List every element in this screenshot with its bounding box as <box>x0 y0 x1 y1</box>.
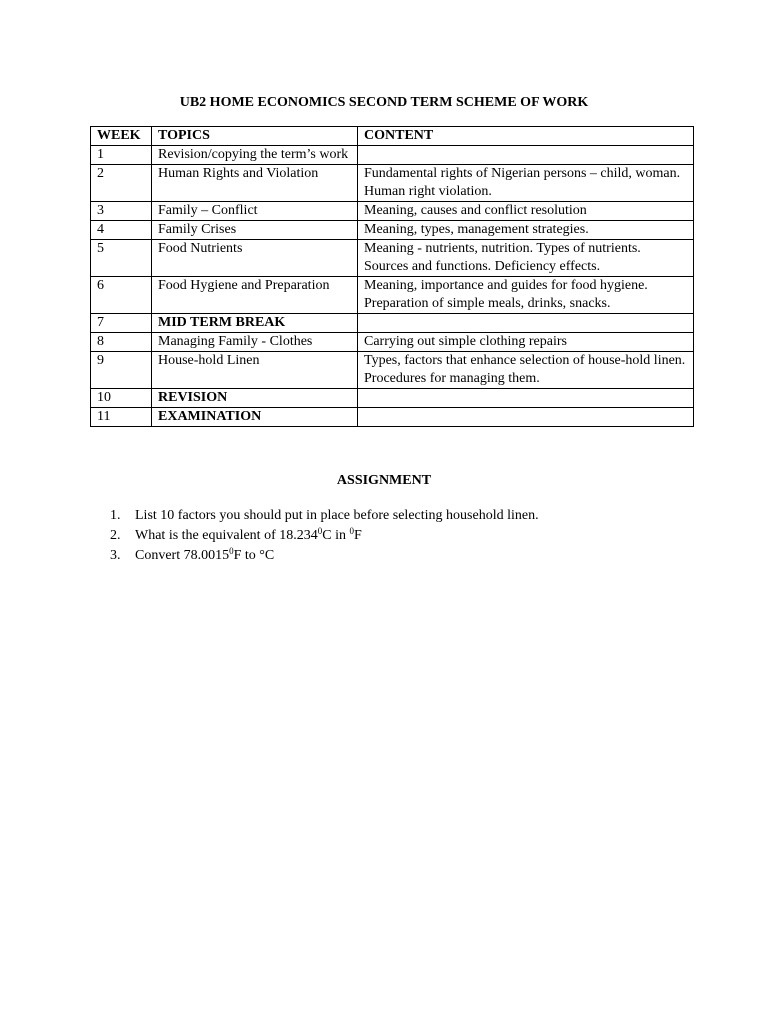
topic-cell: MID TERM BREAK <box>152 314 358 333</box>
content-cell <box>358 314 694 333</box>
content-cell: Types, factors that enhance selection of house-hold linen. Procedures for managing them. <box>358 352 694 389</box>
table-row <box>91 389 694 408</box>
assignment-item <box>110 526 710 546</box>
topic-cell: Family – Conflict <box>152 202 358 221</box>
week-cell: 9 <box>91 352 152 389</box>
topic-cell: EXAMINATION <box>152 408 358 427</box>
content-cell <box>358 146 694 165</box>
table-row <box>91 277 694 314</box>
content-cell <box>358 389 694 408</box>
table-header-row <box>91 127 694 146</box>
header-week: WEEK <box>91 127 152 146</box>
assignment-item <box>110 546 710 566</box>
topic-cell: Food Hygiene and Preparation <box>152 277 358 314</box>
content-cell: Meaning, causes and conflict resolution <box>358 202 694 221</box>
content-cell: Meaning, types, management strategies. <box>358 221 694 240</box>
topic-cell: Managing Family - Clothes <box>152 333 358 352</box>
topic-cell: Human Rights and Violation <box>152 165 358 202</box>
topic-cell: REVISION <box>152 389 358 408</box>
table-row <box>91 165 694 202</box>
week-cell: 11 <box>91 408 152 427</box>
item-number: 3. <box>110 548 121 563</box>
topic-cell: Food Nutrients <box>152 240 358 277</box>
table-row <box>91 314 694 333</box>
week-cell: 3 <box>91 202 152 221</box>
content-cell: Carrying out simple clothing repairs <box>358 333 694 352</box>
table-row <box>91 333 694 352</box>
document-title: UB2 HOME ECONOMICS SECOND TERM SCHEME OF WORK <box>179 95 589 110</box>
assignment-title: ASSIGNMENT <box>336 473 432 488</box>
table-row <box>91 146 694 165</box>
item-number: 2. <box>110 528 121 543</box>
scheme-of-work-table <box>90 126 694 427</box>
table-row <box>91 202 694 221</box>
header-topics: TOPICS <box>152 127 358 146</box>
week-cell: 4 <box>91 221 152 240</box>
table-row <box>91 240 694 277</box>
week-cell: 1 <box>91 146 152 165</box>
week-cell: 6 <box>91 277 152 314</box>
item-text: What is the equivalent of 18.234$^0$C in $^0$F <box>135 526 362 543</box>
item-text: Convert 78.0015$^0$F to °C <box>135 546 275 563</box>
topic-cell: Family Crises <box>152 221 358 240</box>
week-cell: 7 <box>91 314 152 333</box>
table-row <box>91 408 694 427</box>
topic-cell: Revision/copying the term’s work <box>152 146 358 165</box>
week-cell: 8 <box>91 333 152 352</box>
topic-cell: House-hold Linen <box>152 352 358 389</box>
week-cell: 5 <box>91 240 152 277</box>
assignment-item <box>110 506 710 526</box>
week-cell: 10 <box>91 389 152 408</box>
table-row <box>91 352 694 389</box>
week-cell: 2 <box>91 165 152 202</box>
content-cell <box>358 408 694 427</box>
table-row <box>91 221 694 240</box>
content-cell: Fundamental rights of Nigerian persons – child, woman. Human right violation. <box>358 165 694 202</box>
header-content: CONTENT <box>358 127 694 146</box>
assignment-list <box>110 506 710 566</box>
content-cell: Meaning, importance and guides for food hygiene. Preparation of simple meals, drinks, snacks. <box>358 277 694 314</box>
content-cell: Meaning - nutrients, nutrition. Types of nutrients. Sources and functions. Deficiency effects. <box>358 240 694 277</box>
item-text: List 10 factors you should put in place before selecting household linen. <box>135 508 539 523</box>
item-number: 1. <box>110 508 121 523</box>
